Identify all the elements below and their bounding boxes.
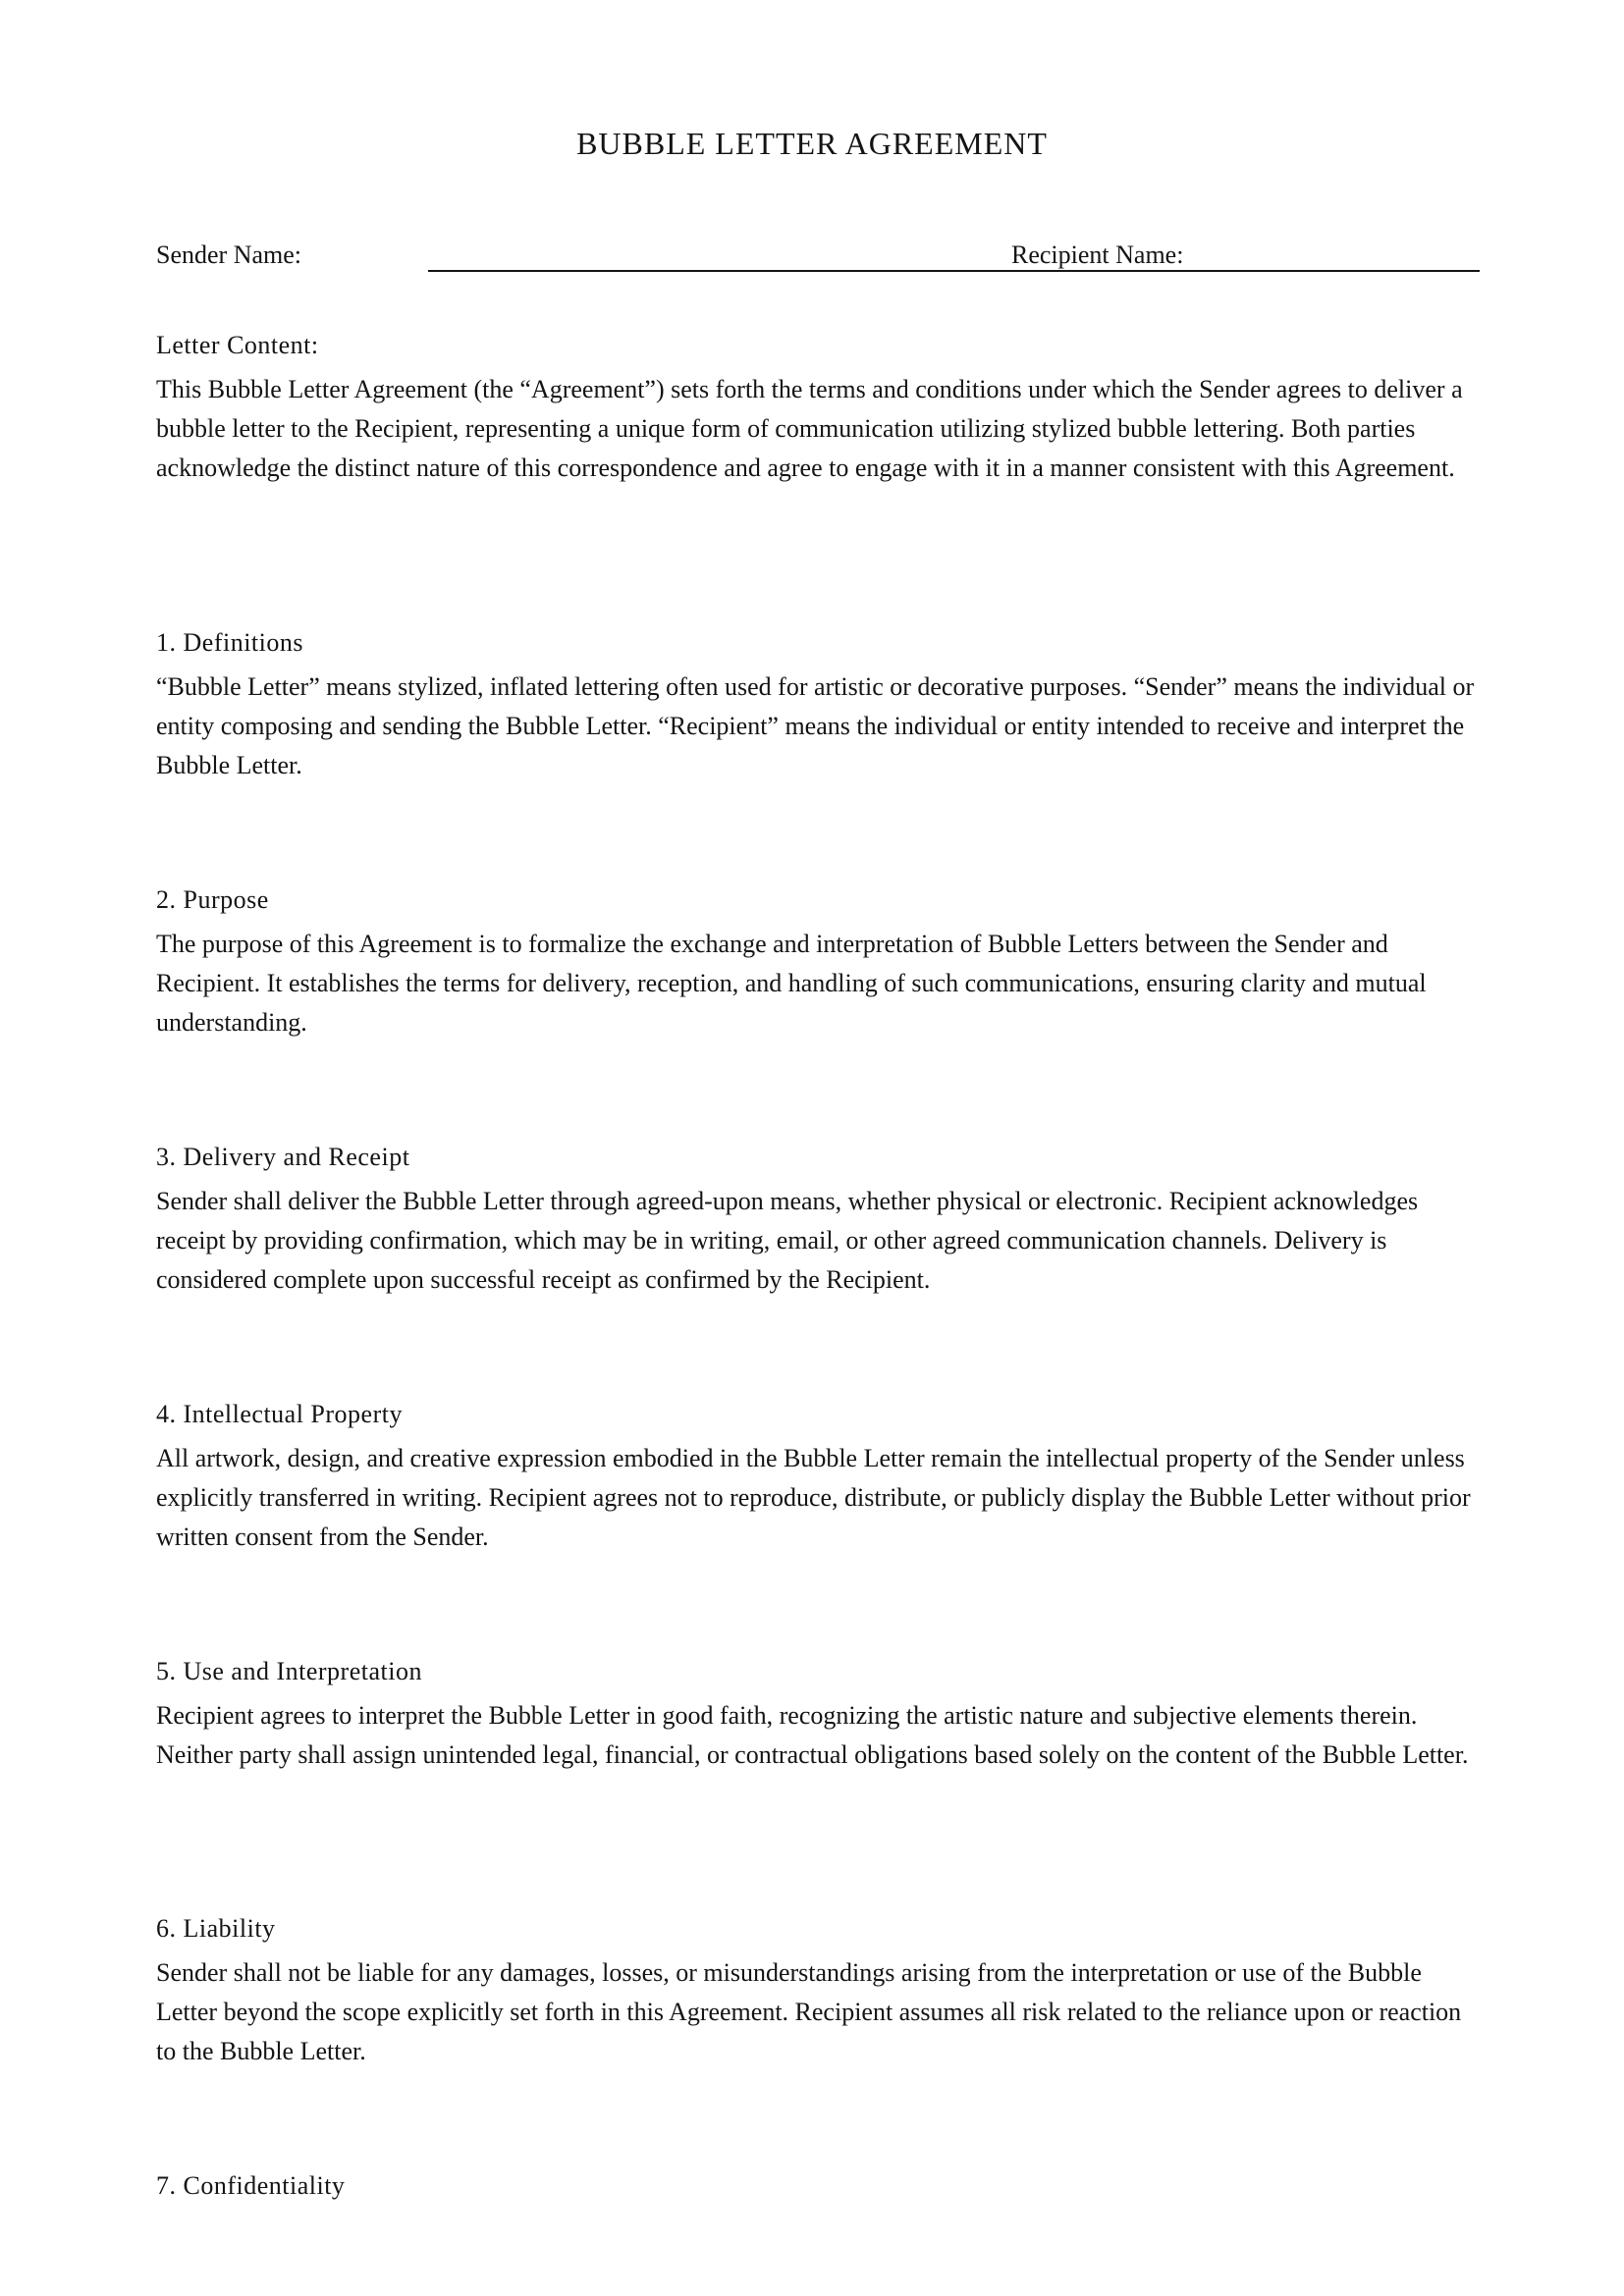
section-heading: 2. Purpose xyxy=(156,885,269,914)
sender-name-label: Sender Name: xyxy=(156,240,302,269)
section-heading: 5. Use and Interpretation xyxy=(156,1657,422,1685)
section-delivery-and-receipt xyxy=(156,1142,1482,1300)
section-heading: 6. Liability xyxy=(156,1914,276,1943)
section-body: Recipient agrees to interpret the Bubble Letter in good faith, recognizing the artistic nature and subjective elements therein. Neither party shall assign unintended legal, financial, or contractual obligations based solely on the content of the Bubble Letter. xyxy=(156,1701,1469,1769)
section-body: All artwork, design, and creative expression embodied in the Bubble Letter remain the intellectual property of the Sender unless explicitly transferred in writing. Recipient agrees not to reproduce, distribute, or publicly display the Bubble Letter without prior written consent from the Sender. xyxy=(156,1444,1471,1551)
section-definitions xyxy=(156,627,1482,785)
section-heading: 1. Definitions xyxy=(156,628,303,657)
letter-content-section xyxy=(156,330,1482,488)
recipient-name-label: Recipient Name: xyxy=(1011,240,1184,269)
section-heading: 3. Delivery and Receipt xyxy=(156,1143,410,1171)
section-intellectual-property xyxy=(156,1399,1482,1557)
section-body: Sender shall not be liable for any damages, losses, or misunderstandings arising from the interpretation or use of the Bubble Letter beyond the scope explicitly set forth in this Agreement. Recipient assumes all risk related to the reliance upon or reaction to the Bubble Letter. xyxy=(156,1958,1462,2065)
section-body: Sender shall deliver the Bubble Letter through agreed-upon means, whether physical or electronic. Recipient acknowledges receipt by providing confirmation, which may be in writing, email, or other agreed communication channels. Delivery is considered complete upon successful receipt as confirmed by the Recipient. xyxy=(156,1187,1419,1294)
section-body: “Bubble Letter” means stylized, inflated lettering often used for artistic or decorative purposes. “Sender” means the individual or entity composing and sending the Bubble Letter. “Recipient” means the individual or entity intended to receive and interpret the Bubble Letter. xyxy=(156,672,1475,779)
section-confidentiality xyxy=(156,2170,1482,2211)
name-fields-row xyxy=(156,236,1480,275)
section-heading: 4. Intellectual Property xyxy=(156,1400,403,1428)
letter-content-heading: Letter Content: xyxy=(156,331,319,359)
document-title: BUBBLE LETTER AGREEMENT xyxy=(576,126,1048,161)
name-signature-line[interactable] xyxy=(428,270,1480,272)
section-purpose xyxy=(156,884,1482,1042)
section-liability xyxy=(156,1913,1482,2071)
section-body: The purpose of this Agreement is to formalize the exchange and interpretation of Bubble Letters between the Sender and Recipient. It establishes the terms for delivery, reception, and handling of such communications, ensuring clarity and mutual understanding. xyxy=(156,930,1427,1037)
section-heading: 7. Confidentiality xyxy=(156,2171,346,2200)
letter-content-body: This Bubble Letter Agreement (the “Agreement”) sets forth the terms and conditions under which the Sender agrees to deliver a bubble letter to the Recipient, representing a unique form of communication utilizing stylized bubble lettering. Both parties acknowledge the distinct nature of this correspondence and agree to engage with it in a manner consistent with this Agreement. xyxy=(156,375,1463,482)
section-use-and-interpretation xyxy=(156,1656,1482,1775)
